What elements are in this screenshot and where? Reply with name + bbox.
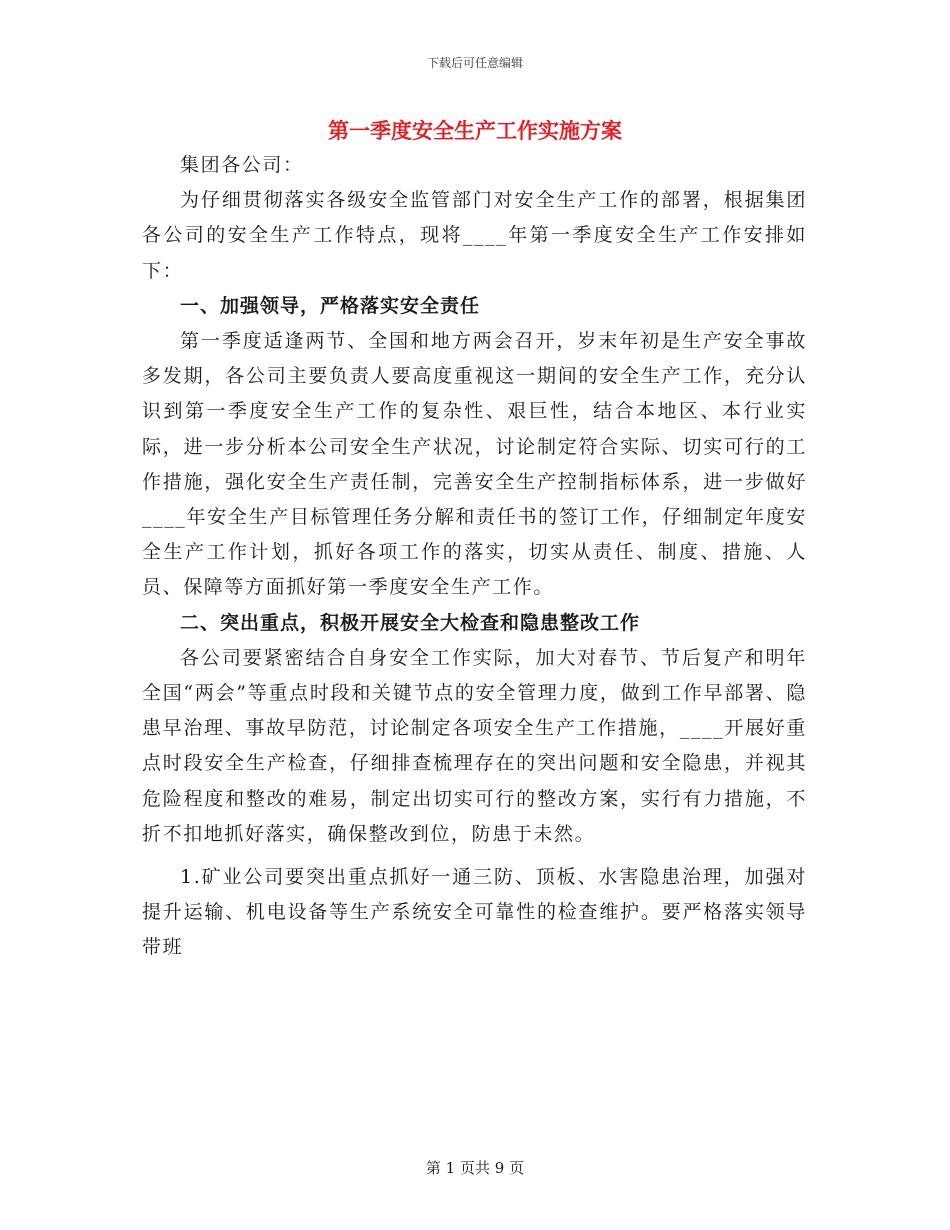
page-header-note: 下载后可任意编辑 (426, 56, 523, 70)
section-2-heading: 二、突出重点，积极开展安全大检查和隐患整改工作 (180, 611, 641, 634)
document-title: 第一季度安全生产工作实施方案 (328, 119, 622, 143)
section-2-paragraph: 各公司要紧密结合自身安全工作实际，加大对春节、节后复产和明年全国“两会”等重点时段和关键节点的安全管理力度，做到工作早部署、隐患早治理、事故早防范，讨论制定各项安全生产工作措施，____开展好重点时段安全生产检查，仔细排查梳理存在的突出问题和安全隐患，并视其危险程度和整改的难易，制定出切实可行的整改方案，实行有力措施，不折不扣地抓好落实，确保整改到位，防患于未然。 (142, 646, 807, 845)
list-item-1: 1.矿业公司要突出重点抓好一通三防、顶板、水害隐患治理，加强对提升运输、机电设备等生产系统安全可靠性的检查维护。要严格落实领导带班 (142, 866, 807, 959)
document-body (142, 148, 807, 966)
page-number: 第 1 页共 9 页 (425, 1159, 525, 1177)
intro-paragraph: 为仔细贯彻落实各级安全监管部门对安全生产工作的部署，根据集团各公司的安全生产工作特点，现将____年第一季度安全生产工作安排如下： (142, 189, 807, 282)
salutation: 集团各公司： (180, 154, 304, 176)
section-1-heading: 一、加强领导，严格落实安全责任 (180, 294, 481, 317)
section-1-paragraph: 第一季度适逢两节、全国和地方两会召开，岁末年初是生产安全事故多发期，各公司主要负责人要高度重视这一期间的安全生产工作，充分认识到第一季度安全生产工作的复杂性、艰巨性，结合本地区、本行业实际，进一步分析本公司安全生产状况，讨论制定符合实际、切实可行的工作措施，强化安全生产责任制，完善安全生产控制指标体系，进一步做好____年安全生产目标管理任务分解和责任书的签订工作，仔细制定年度安全生产工作计划，抓好各项工作的落实，切实从责任、制度、措施、人员、保障等方面抓好第一季度安全生产工作。 (142, 330, 807, 599)
